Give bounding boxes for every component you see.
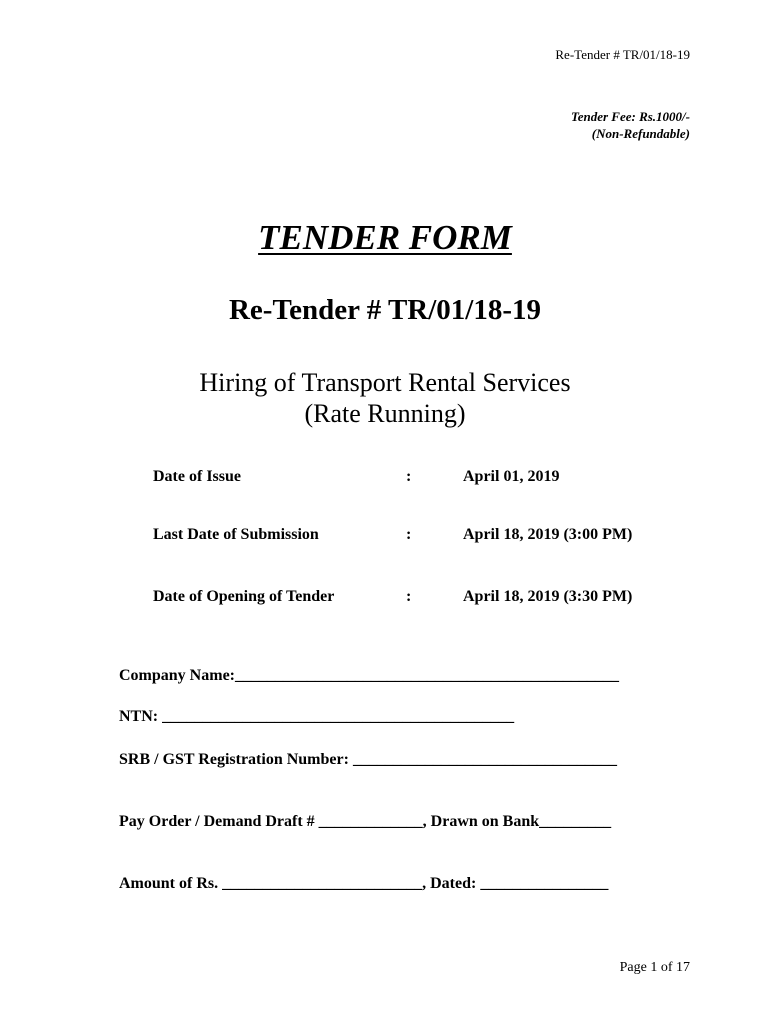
date-of-issue-separator: : (406, 468, 412, 485)
date-of-issue-row (153, 468, 693, 490)
date-of-opening-value: April 18, 2019 (3:30 PM) (463, 588, 633, 605)
last-date-submission-label: Last Date of Submission (153, 526, 319, 543)
header-reference: Re-Tender # TR/01/18-19 (555, 47, 690, 62)
date-of-opening-label: Date of Opening of Tender (153, 588, 335, 605)
pay-order-field: Pay Order / Demand Draft # _____________, Drawn on Bank_________ (119, 813, 612, 830)
tender-fee (571, 108, 690, 142)
date-of-opening-row (153, 588, 693, 610)
tender-fee-amount: Tender Fee: Rs.1000/- (570, 109, 690, 124)
page-number: Page 1 of 17 (619, 960, 690, 975)
last-date-submission-row (153, 526, 693, 548)
last-date-submission-value: April 18, 2019 (3:00 PM) (463, 526, 633, 543)
last-date-submission-separator: : (406, 526, 412, 543)
company-name-field: Company Name:________________________________________________ (119, 667, 619, 684)
tender-subject (0, 367, 770, 429)
tender-fee-note: (Non-Refundable) (591, 126, 690, 141)
date-of-issue-value: April 01, 2019 (463, 468, 560, 485)
tender-subject-line-1: Hiring of Transport Rental Services (199, 368, 571, 397)
ntn-field: NTN: ____________________________________________ (119, 708, 515, 725)
retender-number: Re-Tender # TR/01/18-19 (228, 294, 542, 326)
page-title: TENDER FORM (258, 218, 512, 257)
amount-field: Amount of Rs. _________________________, Dated: ________________ (119, 875, 609, 892)
date-of-issue-label: Date of Issue (153, 468, 241, 485)
date-of-opening-separator: : (406, 588, 412, 605)
srb-gst-registration-field: SRB / GST Registration Number: _________________________________ (119, 751, 617, 768)
tender-subject-line-2: (Rate Running) (304, 399, 466, 428)
